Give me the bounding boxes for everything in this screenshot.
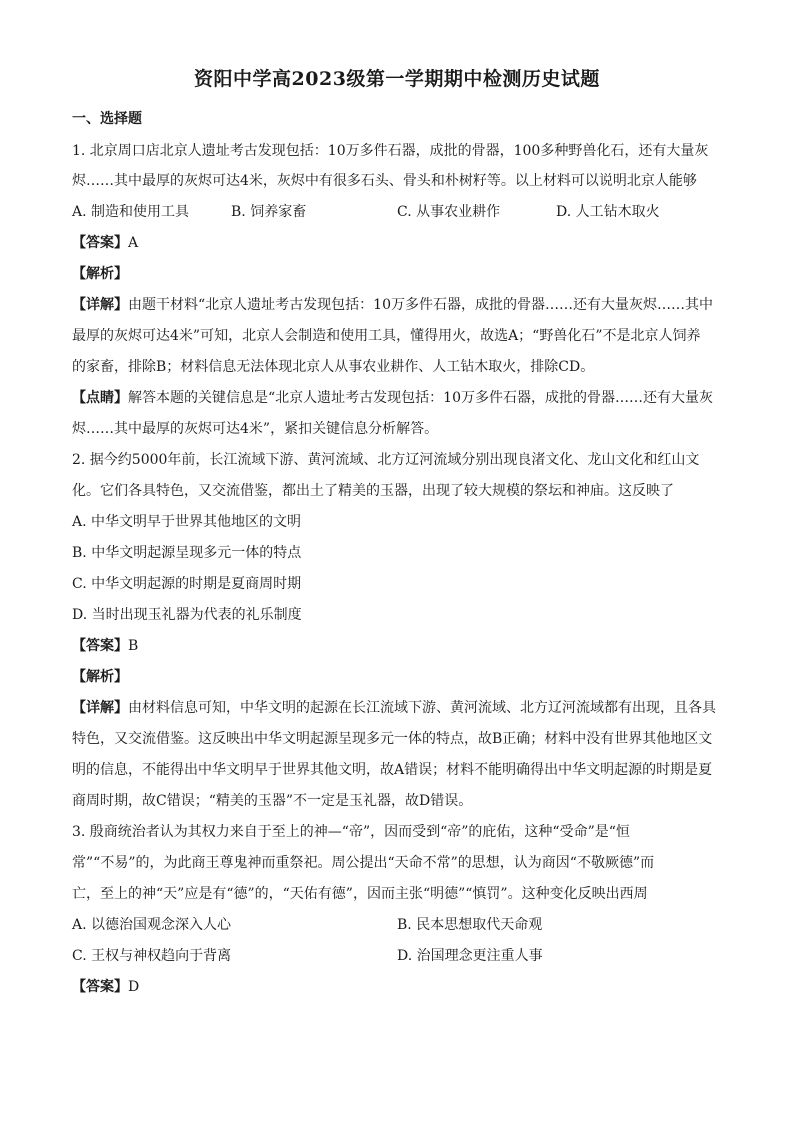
q2-option-a: A. 中华文明早于世界其他地区的文明 <box>72 514 302 530</box>
detail-label: 【详解】 <box>72 297 128 313</box>
q2-detail-line-3: 明的信息，不能得出中华文明早于世界其他文明，故A错误；材料不能明确得出中华文明起源的时期是夏 <box>72 762 713 778</box>
q3-option-b: B. 民本思想取代天命观 <box>397 917 543 933</box>
tip-label: 【点睛】 <box>72 390 128 406</box>
section-heading: 一、选择题 <box>72 111 142 127</box>
answer-value: A <box>128 235 139 251</box>
q2-option-b: B. 中华文明起源呈现多元一体的特点 <box>72 545 302 561</box>
q1-option-c: C. 从事农业耕作 <box>397 204 501 220</box>
q2-option-d: D. 当时出现玉礼器为代表的礼乐制度 <box>72 607 302 623</box>
q3-option-d: D. 治国理念更注重人事 <box>397 948 543 964</box>
answer-label: 【答案】 <box>72 638 128 654</box>
detail-label: 【详解】 <box>72 700 128 716</box>
q1-stem-line-2: 烬……其中最厚的灰烬可达4米，灰烬中有很多石头、骨头和朴树籽等。以上材料可以说明北京人能够 <box>72 173 697 189</box>
q1-stem-line-1: 1. 北京周口店北京人遗址考古发现包括：10万多件石器，成批的骨器，100多种野兽化石，还有大量灰 <box>72 143 709 159</box>
q3-answer <box>72 972 722 1003</box>
q1-detail-line-1: 【详解】由题干材料“北京人遗址考古发现包括：10万多件石器，成批的骨器……还有大量灰烬……其中 <box>72 297 713 313</box>
q1-option-a: A. 制造和使用工具 <box>72 204 190 220</box>
q1-answer <box>72 228 722 259</box>
q2-analysis-label: 【解析】 <box>72 669 128 685</box>
q1-tip-line-2: 烬……其中最厚的灰烬可达4米”，紧扣关键信息分析解答。 <box>72 421 439 437</box>
q3-stem-line-2: 常”“不易”的，为此商王尊鬼神而重祭祀。周公提出“天命不常”的思想，认为商因“不敬厥德”而 <box>72 855 655 871</box>
q3-stem-line-1: 3. 殷商统治者认为其权力来自于至上的神—“帝”，因而受到“帝”的庇佑，这种“受命”是“恒 <box>72 824 630 840</box>
q1-tip-line-1: 【点睛】解答本题的关键信息是“北京人遗址考古发现包括：10万多件石器，成批的骨器……还有大量灰 <box>72 390 713 406</box>
q2-stem-line-1: 2. 据今约5000年前，长江流域下游、黄河流域、北方辽河流域分别出现良渚文化、龙山文化和红山文 <box>72 452 700 468</box>
q1-detail-line-3: 的家畜，排除B；材料信息无法体现北京人从事农业耕作、人工钻木取火，排除CD。 <box>72 359 595 375</box>
answer-value: B <box>128 638 139 654</box>
q2-answer <box>72 631 722 662</box>
q2-detail-line-1: 【详解】由材料信息可知，中华文明的起源在长江流域下游、黄河流域、北方辽河流域都有出现，且各具 <box>72 700 716 716</box>
q2-detail-line-2: 特色，又交流借鉴。这反映出中华文明起源呈现多元一体的特点，故B正确；材料中没有世界其他地区文 <box>72 731 713 747</box>
q2-detail-line-4: 商周时期，故C错误；“精美的玉器”不一定是玉礼器，故D错误。 <box>72 793 473 809</box>
answer-label: 【答案】 <box>72 979 128 995</box>
q1-detail-line-2: 最厚的灰烬可达4米”可知，北京人会制造和使用工具，懂得用火，故选A；“野兽化石”不是北京人饲养 <box>72 328 701 344</box>
q3-option-c: C. 王权与神权趋向于背离 <box>72 948 232 964</box>
q1-option-d: D. 人工钻木取火 <box>556 204 660 220</box>
q1-analysis-label: 【解析】 <box>72 266 128 282</box>
answer-label: 【答案】 <box>72 235 128 251</box>
answer-value: D <box>128 979 140 995</box>
q2-option-c: C. 中华文明起源的时期是夏商周时期 <box>72 576 302 592</box>
q3-option-a: A. 以德治国观念深入人心 <box>72 917 232 933</box>
q2-stem-line-2: 化。它们各具特色，又交流借鉴，都出土了精美的玉器，出现了较大规模的祭坛和神庙。这反映了 <box>72 483 674 499</box>
page-title: 资阳中学高2023级第一学期期中检测历史试题 <box>194 68 600 90</box>
q1-option-b: B. 饲养家畜 <box>231 204 307 220</box>
q3-stem-line-3: 亡，至上的神“天”应是有“德”的，“天佑有德”，因而主张“明德”“慎罚”。这种变化反映出西周 <box>72 886 648 902</box>
